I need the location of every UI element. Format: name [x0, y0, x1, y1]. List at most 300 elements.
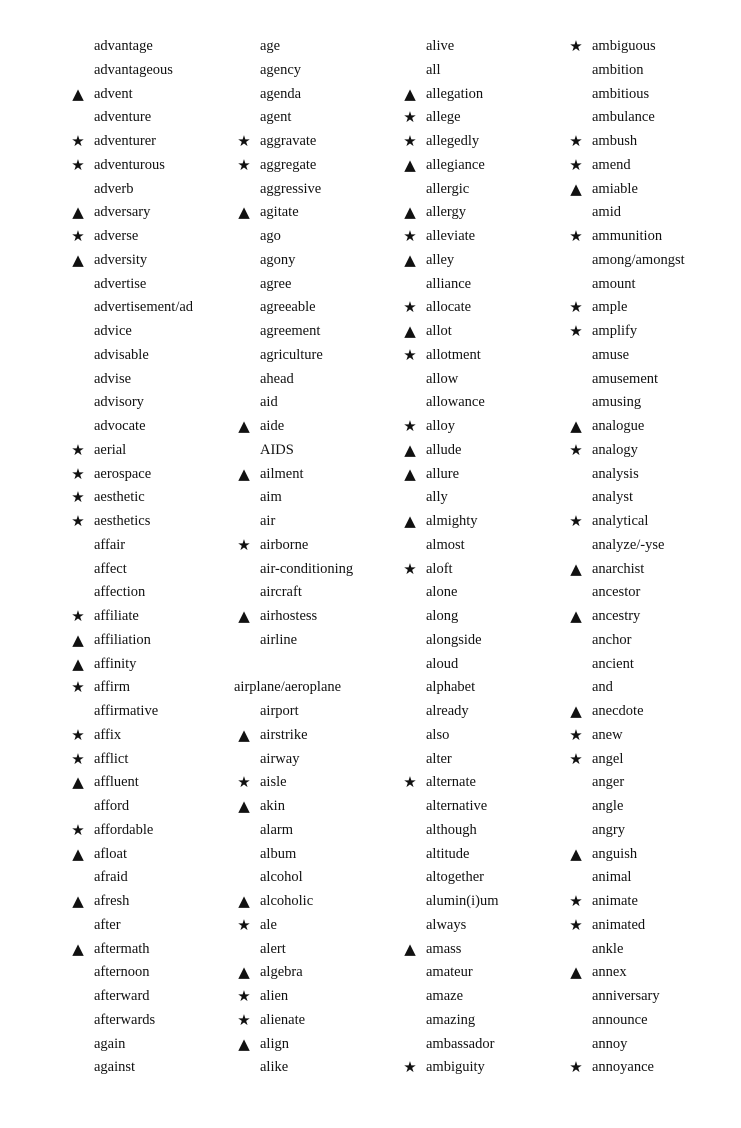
word-text: amaze: [426, 988, 464, 1004]
word-text: allude: [426, 441, 462, 458]
word-entry: [566, 368, 741, 392]
word-column-4: [566, 35, 741, 1080]
word-text: alternate: [426, 774, 476, 791]
star-icon: ★: [71, 512, 85, 530]
word-text: amusing: [592, 394, 642, 411]
word-entry: [68, 59, 243, 83]
triangle-icon: ▲: [72, 844, 84, 863]
word-entry: [400, 249, 575, 273]
word-entry: [400, 510, 575, 534]
triangle-icon: ▲: [238, 203, 250, 222]
word-entry: [234, 439, 409, 463]
word-text: agony: [260, 251, 296, 268]
word-text: adversity: [94, 251, 148, 268]
word-text: aide: [260, 418, 285, 434]
word-text: ambiguity: [426, 1059, 485, 1076]
word-entry: [68, 35, 243, 59]
word-text: although: [426, 821, 477, 838]
star-icon: ★: [569, 132, 583, 150]
star-icon: ★: [569, 227, 583, 245]
word-text: affect: [94, 560, 127, 577]
word-entry: [400, 83, 575, 107]
word-entry: [566, 59, 741, 83]
word-text: ambassador: [426, 1035, 495, 1052]
word-entry: [68, 748, 243, 772]
word-text: amplify: [592, 323, 638, 339]
triangle-icon: ▲: [404, 464, 416, 483]
word-text: ambush: [592, 133, 638, 149]
word-entry: [234, 700, 409, 724]
triangle-icon: ▲: [238, 1034, 250, 1053]
word-entry: [234, 961, 409, 985]
word-text: analogy: [592, 441, 638, 458]
word-entry: [234, 1009, 409, 1033]
word-text: allotment: [426, 346, 481, 363]
word-entry: [566, 486, 741, 510]
word-text: aim: [260, 489, 282, 506]
word-column-3: [400, 35, 575, 1080]
triangle-icon: ▲: [570, 417, 582, 435]
star-icon: ★: [71, 227, 85, 245]
star-icon: ★: [237, 155, 251, 174]
word-entry: [566, 724, 741, 748]
word-entry: [68, 510, 243, 534]
word-text: advocate: [94, 418, 146, 434]
word-entry: [566, 629, 741, 653]
word-text: ale: [260, 916, 277, 933]
star-icon: ★: [403, 345, 417, 364]
word-entry: [566, 320, 741, 344]
word-entry: [566, 439, 741, 463]
word-entry: [400, 106, 575, 130]
word-text: amount: [592, 275, 636, 292]
word-entry: [234, 629, 409, 653]
word-text: already: [426, 703, 469, 719]
star-icon: ★: [403, 417, 417, 435]
word-entry: [68, 605, 243, 629]
word-entry: [234, 1056, 409, 1080]
word-text: anger: [592, 774, 625, 791]
word-entry: [234, 771, 409, 795]
word-entry: [68, 415, 243, 439]
word-entry: [68, 296, 243, 320]
word-text: again: [94, 1035, 126, 1052]
word-text: advisory: [94, 394, 144, 411]
word-text: afford: [94, 798, 130, 814]
word-entry: [234, 985, 409, 1009]
word-text: affluent: [94, 774, 139, 791]
word-text: agreement: [260, 323, 321, 339]
word-entry: [400, 1009, 575, 1033]
word-entry: [566, 273, 741, 297]
star-icon: ★: [569, 512, 583, 530]
star-icon: ★: [71, 440, 85, 459]
word-text: allocate: [426, 299, 472, 316]
word-entry: [234, 391, 409, 415]
word-entry: [68, 1056, 243, 1080]
word-text: amusement: [592, 370, 659, 387]
triangle-icon: ▲: [238, 607, 250, 625]
word-entry: [400, 35, 575, 59]
word-text: analytical: [592, 513, 649, 529]
word-text: advantage: [94, 38, 153, 54]
triangle-icon: ▲: [570, 607, 582, 625]
word-entry: [400, 463, 575, 487]
word-column-2: [234, 35, 409, 1080]
word-text: airway: [260, 750, 300, 767]
word-entry: [566, 843, 741, 867]
triangle-icon: ▲: [404, 155, 416, 174]
word-text: anarchist: [592, 560, 645, 577]
word-entry: [566, 344, 741, 368]
word-text: ambulance: [592, 109, 655, 126]
word-text: anecdote: [592, 703, 644, 719]
word-entry: [68, 463, 243, 487]
word-entry: [566, 653, 741, 677]
word-entry: [234, 486, 409, 510]
word-text: air: [260, 513, 276, 529]
word-text: affinity: [94, 655, 137, 672]
word-text: alone: [426, 584, 458, 601]
word-text: airhostess: [260, 608, 318, 624]
star-icon: ★: [71, 607, 85, 625]
word-text: allegedly: [426, 133, 480, 149]
word-text: afloat: [94, 845, 128, 862]
word-text: all: [426, 61, 441, 78]
word-text: advisable: [94, 346, 149, 363]
word-text: aisle: [260, 774, 287, 791]
word-entry: [400, 938, 575, 962]
word-text: agent: [260, 109, 292, 126]
word-column-1: [68, 35, 243, 1080]
word-text: amazing: [426, 1011, 476, 1028]
word-text: altitude: [426, 845, 470, 862]
triangle-icon: ▲: [404, 203, 416, 222]
word-text: akin: [260, 798, 285, 814]
star-icon: ★: [403, 108, 417, 127]
word-text: affection: [94, 584, 146, 601]
word-text: advise: [94, 370, 132, 387]
word-entry: [234, 178, 409, 202]
word-text: affirm: [94, 679, 130, 696]
word-entry: [566, 391, 741, 415]
word-text: aggressive: [260, 180, 322, 197]
word-text: agriculture: [260, 346, 323, 363]
word-text: ammunition: [592, 228, 663, 244]
word-text: annoy: [592, 1035, 628, 1052]
star-icon: ★: [71, 725, 85, 744]
word-text: almighty: [426, 513, 478, 529]
word-entry: [234, 558, 409, 582]
word-entry: [400, 629, 575, 653]
word-entry: [68, 130, 243, 154]
triangle-icon: ▲: [72, 250, 84, 269]
word-entry: [68, 676, 243, 700]
word-entry: [68, 83, 243, 107]
word-text: aloft: [426, 560, 453, 577]
triangle-icon: ▲: [238, 963, 250, 982]
word-text: agreeable: [260, 299, 316, 316]
word-text: aesthetic: [94, 489, 145, 506]
triangle-icon: ▲: [238, 797, 250, 815]
word-text: anchor: [592, 631, 632, 648]
word-text: aircraft: [260, 584, 302, 601]
word-entry: [566, 225, 741, 249]
word-entry: [566, 581, 741, 605]
word-entry: [566, 1033, 741, 1057]
word-entry: [234, 724, 409, 748]
word-text: analyst: [592, 489, 634, 506]
triangle-icon: ▲: [238, 417, 250, 435]
word-entry: [400, 819, 575, 843]
word-entry: [234, 843, 409, 867]
star-icon: ★: [569, 440, 583, 459]
star-icon: ★: [71, 155, 85, 174]
star-icon: ★: [237, 987, 251, 1005]
star-icon: ★: [569, 749, 583, 768]
word-text: align: [260, 1035, 289, 1052]
word-text: airstrike: [260, 726, 308, 743]
star-icon: ★: [71, 132, 85, 150]
word-text: alumin(i)um: [426, 893, 499, 909]
word-entry: [68, 439, 243, 463]
word-text: amiable: [592, 180, 638, 197]
word-text: analysis: [592, 465, 639, 482]
word-text: after: [94, 916, 121, 933]
word-text: aggregate: [260, 156, 317, 173]
triangle-icon: ▲: [72, 939, 84, 958]
star-icon: ★: [569, 1058, 583, 1077]
word-text: adverb: [94, 180, 134, 197]
word-text: ally: [426, 489, 448, 506]
word-entry: [68, 866, 243, 890]
triangle-icon: ▲: [404, 440, 416, 459]
word-text: advent: [94, 85, 133, 102]
word-entry: [68, 486, 243, 510]
word-entry: [234, 534, 409, 558]
word-entry: [400, 748, 575, 772]
word-text: analyze/-yse: [592, 536, 665, 553]
word-text: aloud: [426, 655, 459, 672]
word-entry: [68, 249, 243, 273]
word-text: affair: [94, 536, 126, 553]
word-text: amass: [426, 940, 462, 957]
word-text: alliance: [426, 275, 472, 292]
word-entry: [234, 914, 409, 938]
word-entry: [566, 771, 741, 795]
star-icon: ★: [403, 773, 417, 792]
word-text: allegiance: [426, 156, 485, 173]
word-text: alloy: [426, 418, 455, 434]
word-entry: [400, 843, 575, 867]
word-entry: [68, 629, 243, 653]
triangle-icon: ▲: [404, 512, 416, 530]
star-icon: ★: [71, 678, 85, 697]
word-entry: [400, 653, 575, 677]
word-entry: [566, 130, 741, 154]
word-text: alarm: [260, 821, 294, 838]
word-entry: [68, 391, 243, 415]
word-entry: [234, 1033, 409, 1057]
word-entry: [68, 890, 243, 914]
word-text: afflict: [94, 750, 129, 767]
word-text: alcoholic: [260, 893, 314, 909]
word-entry: [68, 320, 243, 344]
word-text: agency: [260, 61, 302, 78]
word-text: among/amongst: [592, 251, 685, 268]
word-entry: [400, 225, 575, 249]
word-text: age: [260, 38, 281, 54]
word-text: amuse: [592, 346, 630, 363]
word-entry: [68, 1009, 243, 1033]
triangle-icon: ▲: [72, 84, 84, 103]
word-entry: [68, 178, 243, 202]
word-text: always: [426, 916, 467, 933]
word-entry: [566, 914, 741, 938]
word-text: allergic: [426, 180, 470, 197]
word-text: ancestor: [592, 584, 641, 601]
word-entry: [566, 106, 741, 130]
word-entry: [566, 534, 741, 558]
word-entry: [68, 558, 243, 582]
word-text: and: [592, 679, 613, 696]
word-entry: [400, 534, 575, 558]
word-entry: [234, 225, 409, 249]
star-icon: ★: [569, 155, 583, 174]
word-text: ambition: [592, 61, 644, 78]
word-text: animated: [592, 916, 646, 933]
word-entry: [400, 201, 575, 225]
star-icon: ★: [403, 559, 417, 578]
word-entry: [234, 605, 409, 629]
word-entry: [400, 605, 575, 629]
word-text: advantageous: [94, 61, 173, 78]
word-entry: [234, 106, 409, 130]
triangle-icon: ▲: [570, 702, 582, 720]
word-text: announce: [592, 1011, 648, 1028]
word-text: adverse: [94, 228, 139, 244]
word-text: alleviate: [426, 228, 476, 244]
word-text: amid: [592, 204, 621, 221]
word-text: allege: [426, 109, 461, 126]
word-text: adventurer: [94, 133, 156, 149]
star-icon: ★: [71, 749, 85, 768]
word-entry: [234, 249, 409, 273]
word-entry: [234, 415, 409, 439]
word-text: ancestry: [592, 608, 641, 624]
triangle-icon: ▲: [404, 322, 416, 340]
word-entry: [234, 653, 409, 677]
word-entry: [400, 795, 575, 819]
word-text: altogether: [426, 869, 484, 886]
word-entry: [234, 154, 409, 178]
word-entry: [400, 771, 575, 795]
word-entry: [400, 273, 575, 297]
star-icon: ★: [403, 1058, 417, 1077]
word-entry: [566, 249, 741, 273]
word-text: advertise: [94, 275, 147, 292]
word-entry: [566, 35, 741, 59]
word-entry: [234, 35, 409, 59]
word-entry: [566, 1009, 741, 1033]
word-entry: [566, 985, 741, 1009]
word-entry: [234, 59, 409, 83]
word-entry: [566, 296, 741, 320]
word-text: agenda: [260, 85, 302, 102]
star-icon: ★: [403, 227, 417, 245]
word-text: afterwards: [94, 1011, 156, 1028]
word-entry: [68, 961, 243, 985]
triangle-icon: ▲: [404, 84, 416, 103]
triangle-icon: ▲: [72, 892, 84, 910]
triangle-icon: ▲: [404, 250, 416, 269]
word-text: aggravate: [260, 133, 317, 149]
word-entry: [234, 83, 409, 107]
star-icon: ★: [237, 1010, 251, 1029]
word-text: almost: [426, 536, 465, 553]
word-text: alphabet: [426, 679, 476, 696]
star-icon: ★: [569, 915, 583, 934]
word-text: alcohol: [260, 869, 303, 886]
word-entry: [68, 344, 243, 368]
triangle-icon: ▲: [570, 844, 582, 863]
word-entry: [400, 961, 575, 985]
word-entry: [234, 130, 409, 154]
triangle-icon: ▲: [72, 654, 84, 673]
word-text: animal: [592, 869, 632, 886]
word-entry: [234, 676, 409, 700]
word-entry: [400, 558, 575, 582]
word-entry: [566, 415, 741, 439]
star-icon: ★: [71, 488, 85, 507]
star-icon: ★: [569, 37, 583, 55]
star-icon: ★: [237, 773, 251, 792]
triangle-icon: ▲: [570, 963, 582, 982]
word-entry: [68, 985, 243, 1009]
triangle-icon: ▲: [72, 630, 84, 649]
word-entry: [68, 581, 243, 605]
triangle-icon: ▲: [570, 179, 582, 198]
word-text: ankle: [592, 940, 624, 957]
word-text: alert: [260, 940, 286, 957]
word-text: afternoon: [94, 964, 150, 981]
word-entry: [400, 985, 575, 1009]
word-entry: [400, 154, 575, 178]
word-entry: [400, 1056, 575, 1080]
word-text: air-conditioning: [260, 560, 354, 577]
word-text: against: [94, 1059, 136, 1076]
word-entry: [400, 1033, 575, 1057]
word-text: affordable: [94, 821, 154, 838]
word-text: ambiguous: [592, 38, 656, 54]
word-entry: [68, 273, 243, 297]
word-entry: [566, 748, 741, 772]
word-entry: [566, 819, 741, 843]
word-entry: [400, 296, 575, 320]
word-entry: [68, 368, 243, 392]
word-text: album: [260, 845, 297, 862]
word-text: angel: [592, 750, 624, 767]
word-entry: [68, 938, 243, 962]
word-entry: [400, 130, 575, 154]
word-entry: [234, 296, 409, 320]
word-text: ahead: [260, 370, 294, 387]
word-entry: [400, 866, 575, 890]
word-text: aftermath: [94, 940, 150, 957]
word-text: annex: [592, 964, 627, 981]
word-entry: [68, 106, 243, 130]
word-text: also: [426, 726, 450, 743]
